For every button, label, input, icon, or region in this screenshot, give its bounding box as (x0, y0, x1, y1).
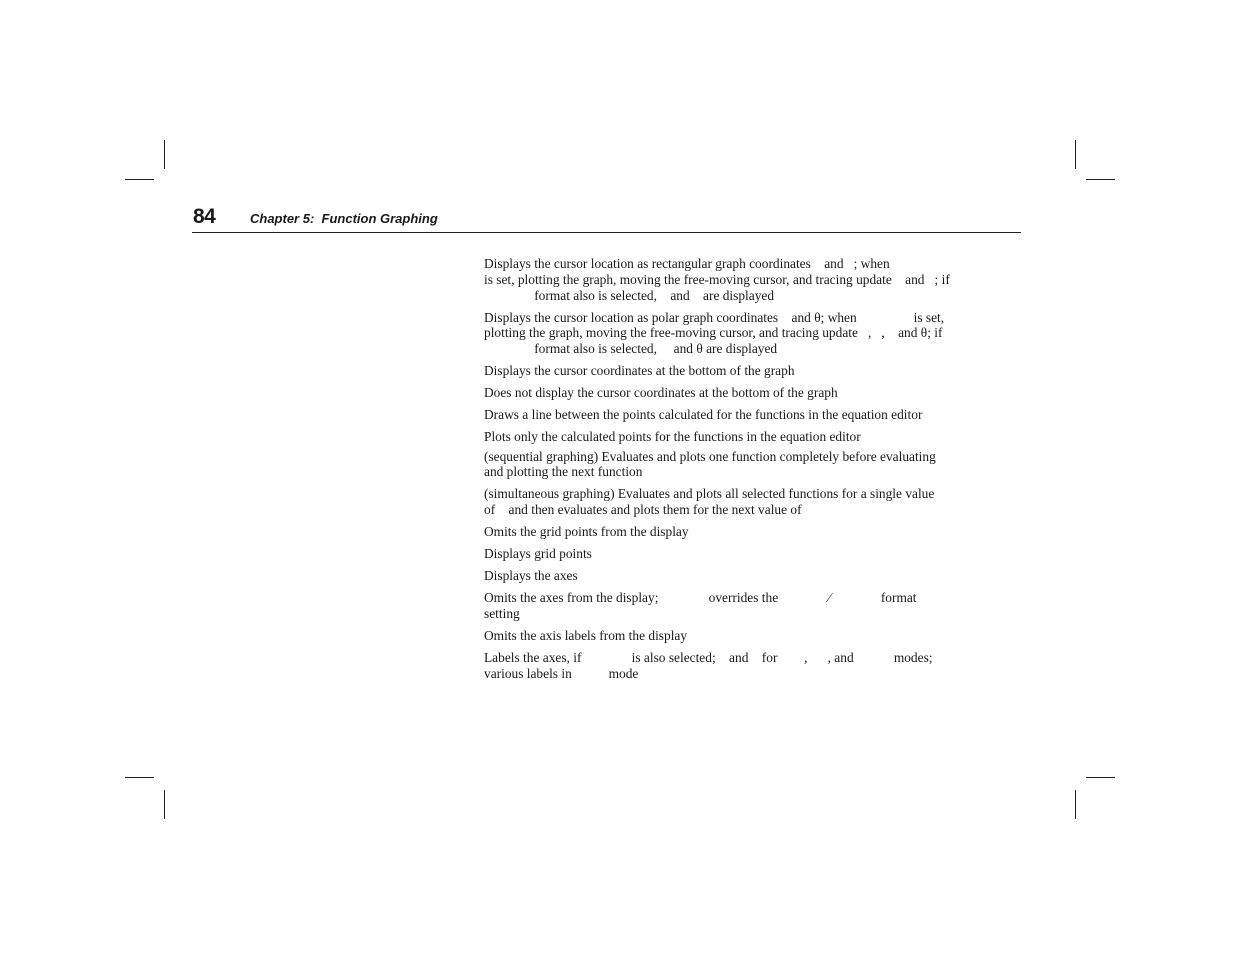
crop-mark-bottom-right-horizontal (1086, 777, 1115, 778)
description-axes-on: Displays the axes (484, 568, 578, 584)
description-coordinates-on: Displays the cursor coordinates at the bottom of the graph (484, 363, 795, 379)
description-coordinates-rectangular: Displays the cursor location as rectangular graph coordinates and ; when is set, plotting the graph, moving the free-moving cursor, and tracing update and ; if format also is selected, and are displayed (484, 256, 950, 303)
description-labels-off: Omits the axis labels from the display (484, 627, 688, 643)
crop-mark-top-left-horizontal (125, 179, 154, 180)
description-axes-off: Omits the axes from the display; overrides the ⁄ format setting (484, 590, 917, 621)
crop-mark-bottom-left-vertical (164, 790, 165, 819)
crop-mark-top-right-vertical (1075, 140, 1076, 169)
description-coordinates-polar: Displays the cursor location as polar graph coordinates and θ; when is set, plotting the graph, moving the free-moving cursor, and tracing update , , and θ; if format also is selected, and θ are displayed (484, 309, 945, 357)
description-graph-lines: Draws a line between the points calculated for the functions in the equation editor (484, 407, 923, 423)
description-labels-on: Labels the axes, if is also selected; and for , , and modes; various labels in mode (484, 649, 933, 681)
description-grid-on: Displays grid points (484, 546, 592, 562)
description-graph-dots: Plots only the calculated points for the functions in the equation editor (484, 429, 861, 445)
header-rule (192, 232, 1021, 233)
running-head: Chapter 5: Function Graphing (250, 211, 438, 226)
page-number: 84 (193, 205, 216, 228)
description-grid-off: Omits the grid points from the display (484, 524, 689, 540)
crop-mark-top-left-vertical (164, 140, 165, 169)
crop-mark-bottom-left-horizontal (125, 777, 154, 778)
description-sequential-graphing: (sequential graphing) Evaluates and plots one function completely before evaluating and plotting the next function (484, 448, 936, 480)
description-coordinates-off: Does not display the cursor coordinates at the bottom of the graph (484, 385, 838, 401)
description-simultaneous-graphing: (simultaneous graphing) Evaluates and plots all selected functions for a single value of and then evaluates and plots them for the next value of (484, 486, 935, 518)
crop-mark-top-right-horizontal (1086, 179, 1115, 180)
format-descriptions (484, 256, 1024, 688)
crop-mark-bottom-right-vertical (1075, 790, 1076, 819)
